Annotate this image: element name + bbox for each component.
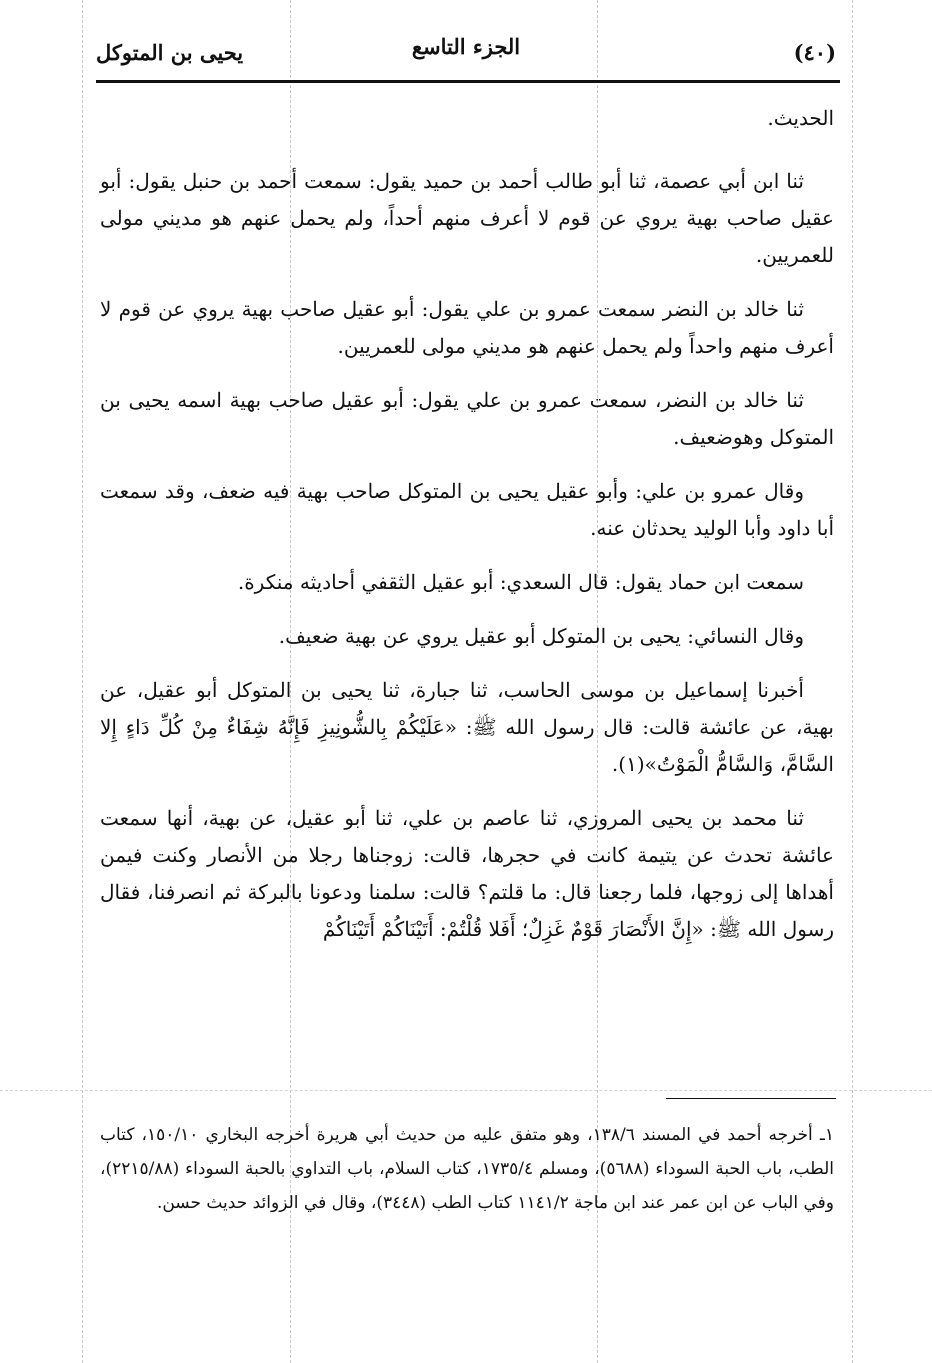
footnote: [100, 1118, 834, 1220]
main-text: [100, 100, 834, 965]
paragraph: وقال عمرو بن علي: وأبو عقيل يحيى بن المتوكل صاحب بهية فيه ضعف، وقد سمعت أبا داود وأبا الوليد يحدثان عنه.: [100, 479, 834, 540]
scan-guide-line: [0, 1090, 932, 1091]
page-number: (٤٠): [793, 40, 836, 65]
entry-name: يحيى بن المتوكل: [96, 40, 244, 65]
scan-guide-line: [852, 0, 853, 1363]
paragraph: وقال النسائي: يحيى بن المتوكل أبو عقيل يروي عن بهية ضعيف.: [278, 624, 804, 648]
paragraph: الحديث.: [767, 106, 834, 130]
scan-guide-line: [82, 0, 83, 1363]
paragraph: ثنا خالد بن النضر، سمعت عمرو بن علي يقول: أبو عقيل صاحب بهية اسمه يحيى بن المتوكل وهوضعيف.: [100, 388, 834, 449]
running-header: [96, 34, 836, 74]
volume-title: الجزء التاسع: [411, 34, 521, 59]
header-rule: [96, 80, 840, 83]
paragraph: ثنا ابن أبي عصمة، ثنا أبو طالب أحمد بن حميد يقول: سمعت أحمد بن حنبل يقول: أبو عقيل صاحب بهية يروي عن قوم لا أعرف منهم أحداً، ولم يحمل عنهم هو مديني مولى للعمريين.: [100, 169, 834, 267]
paragraph: أخبرنا إسماعيل بن موسى الحاسب، ثنا جبارة، ثنا يحيى بن المتوكل أبو عقيل، عن بهية، عن عائشة قالت: قال رسول الله ﷺ: «عَلَيْكُمْ بِالشُّونِيزِ فَإِنَّهُ شِفَاءٌ مِنْ كُلِّ دَاءٍ إِلا السَّامَّ، وَالسَّامُّ الْمَوْتُ»(١).: [100, 678, 834, 776]
footnote-rule: [666, 1098, 836, 1099]
footnote-text: ١ـ أخرجه أحمد في المسند ١٣٨/٦، وهو متفق عليه من حديث أبي هريرة أخرجه البخاري ١٥٠/١٠، كتاب الطب، باب الحبة السوداء (٥٦٨٨)، ومسلم ١٧٣٥/٤، كتاب السلام، باب التداوي بالحبة السوداء (٢٢١٥/٨٨)، وفي الباب عن ابن عمر عند ابن ماجة ١١٤١/٢ كتاب الطب (٣٤٤٨)، وقال في الزوائد حديث حسن.: [100, 1125, 834, 1213]
paragraph: ثنا خالد بن النضر سمعت عمرو بن علي يقول: أبو عقيل صاحب بهية يروي عن قوم لا أعرف منهم واحداً ولم يحمل عنهم هو مديني مولى للعمريين.: [100, 297, 834, 358]
paragraph: ثنا محمد بن يحيى المروزي، ثنا عاصم بن علي، ثنا أبو عقيل، عن بهية، أنها سمعت عائشة تحدث عن يتيمة كانت في حجرها، قالت: زوجناها رجلا من الأنصار وكنت فيمن أهداها إلى زوجها، فلما رجعنا قال: ما قلتم؟ قالت: سلمنا ودعونا بالبركة ثم انصرفنا، فقال رسول الله ﷺ: «إِنَّ الأَنْصَارَ قَوْمٌ غَزِلٌ؛ أَفَلا قُلْتُمْ: أَتَيْنَاكُمْ أَتَيْنَاكُمْ: [100, 806, 834, 941]
paragraph: سمعت ابن حماد يقول: قال السعدي: أبو عقيل الثقفي أحاديثه منكرة.: [237, 570, 804, 594]
